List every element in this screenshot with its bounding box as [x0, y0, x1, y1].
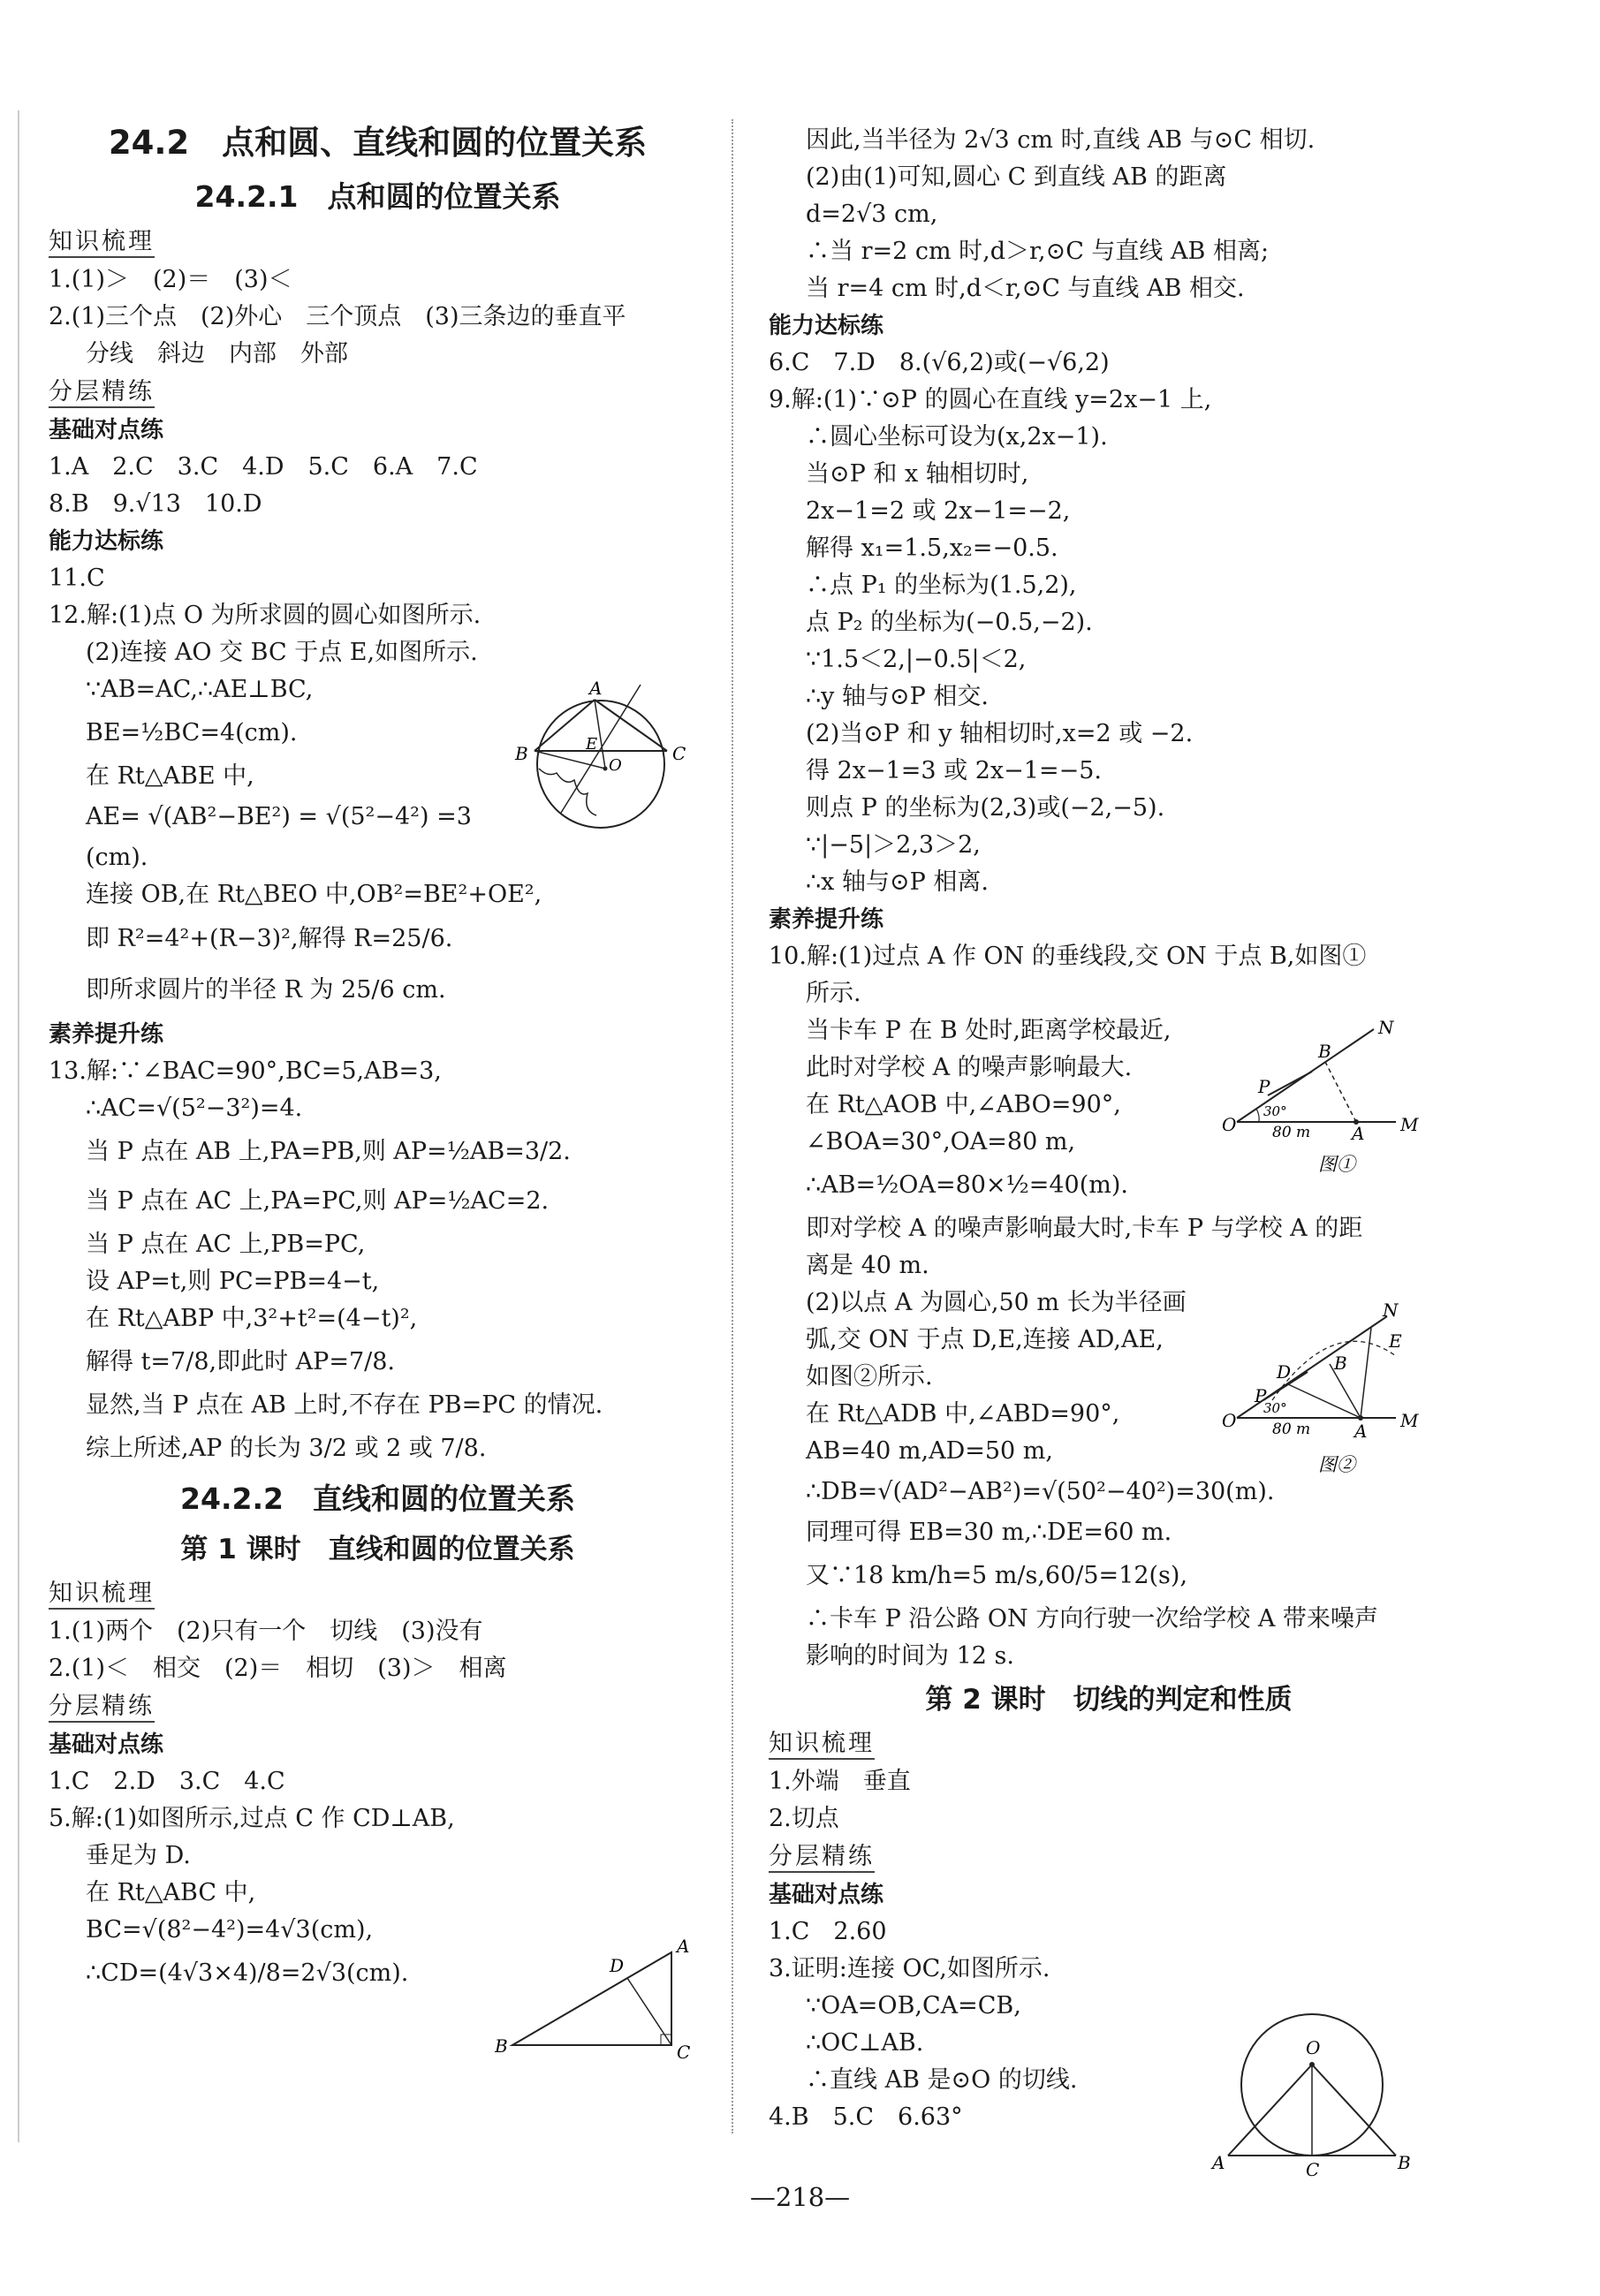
- label-c: C: [677, 2042, 691, 2063]
- section-title: 24.2 点和圆、直线和圆的位置关系: [108, 124, 648, 162]
- solution-line: 解得 t=7/8,即此时 AP=7/8.: [86, 1348, 395, 1375]
- solution-line: 离是 40 m.: [806, 1252, 929, 1279]
- solution-line: 13.解:∵∠BAC=90°,BC=5,AB=3,: [49, 1057, 442, 1085]
- label-b: B: [1334, 1353, 1347, 1374]
- solution-line: ∴当 r=2 cm 时,d＞r,⊙C 与直线 AB 相离;: [806, 238, 1270, 265]
- solution-line: ∴AC=√(5²−3²)=4.: [86, 1095, 303, 1122]
- solution-line: ∴y 轴与⊙P 相交.: [806, 683, 989, 710]
- solution-line: 则点 P 的坐标为(2,3)或(−2,−5).: [806, 794, 1165, 822]
- solution-line: 在 Rt△AOB 中,∠ABO=90°,: [806, 1091, 1121, 1118]
- answer-line: 1.(1)＞ (2)＝ (3)＜: [49, 266, 292, 293]
- lesson-title: 第 2 课时 切线的判定和性质: [925, 1684, 1293, 1716]
- angle-label: 30°: [1263, 1400, 1287, 1416]
- solution-line: 当 P 点在 AC 上,PB=PC,: [86, 1231, 366, 1258]
- layers-tag: 分层精练: [49, 1687, 707, 1726]
- ability-heading: 能力达标练: [769, 313, 884, 339]
- solution-line: ∵OA=OB,CA=CB,: [806, 1992, 1021, 2019]
- label-p: P: [1255, 1385, 1267, 1406]
- label-o: O: [1222, 1114, 1237, 1135]
- solution-line: (2)当⊙P 和 y 轴相切时,x=2 或 −2.: [806, 720, 1194, 747]
- label-n: N: [1383, 1303, 1399, 1321]
- column-divider: [732, 119, 733, 2133]
- solution-line: 3.证明:连接 OC,如图所示.: [769, 1955, 1050, 1982]
- solution-line: 影响的时间为 12 s.: [806, 1642, 1014, 1670]
- label-o: O: [609, 756, 622, 775]
- basic-heading: 基础对点练: [769, 1882, 884, 1908]
- label-p: P: [1258, 1076, 1270, 1097]
- answer-line: 2.(1)三个点 (2)外心 三个顶点 (3)三条边的垂直平: [49, 303, 626, 330]
- solution-line: ∵|−5|＞2,3＞2,: [806, 831, 981, 859]
- label-e: E: [586, 735, 598, 754]
- solution-line: BE=½BC=4(cm).: [86, 719, 298, 746]
- label-m: M: [1400, 1410, 1419, 1431]
- label-b: B: [515, 743, 528, 764]
- solution-line: 在 Rt△ADB 中,∠ABD=90°,: [806, 1400, 1120, 1428]
- solution-line: 设 AP=t,则 PC=PB=4−t,: [86, 1268, 380, 1295]
- solution-line: ∵1.5＜2,|−0.5|＜2,: [806, 646, 1027, 673]
- figure-caption: 图②: [1318, 1454, 1355, 1475]
- subsection-title: 24.2.2 直线和圆的位置关系: [180, 1481, 575, 1516]
- tangent-circle-figure: [1210, 2010, 1414, 2178]
- solution-line: ∴CD=(4√3×4)/8=2√3(cm).: [86, 1959, 409, 1987]
- answer-line: 4.B 5.C 6.63°: [769, 2103, 963, 2131]
- solution-line: 此时对学校 A 的噪声影响最大.: [806, 1054, 1133, 1081]
- solution-line: 弧,交 ON 于点 D,E,连接 AD,AE,: [806, 1326, 1164, 1353]
- label-a: A: [589, 680, 603, 699]
- solution-line: ∴DB=√(AD²−AB²)=√(50²−40²)=30(m).: [806, 1478, 1275, 1505]
- solution-line: ∴点 P₁ 的坐标为(1.5,2),: [806, 572, 1077, 599]
- basic-heading: 基础对点练: [49, 417, 164, 443]
- solution-line: (2)以点 A 为圆心,50 m 长为半径画: [806, 1289, 1187, 1316]
- label-m: M: [1400, 1114, 1419, 1135]
- answer-line: 1.外端 垂直: [769, 1768, 911, 1795]
- circle-triangle-figure: [508, 680, 711, 857]
- label-a: A: [1212, 2152, 1225, 2173]
- label-o: O: [1306, 2037, 1321, 2058]
- solution-line: 在 Rt△ABP 中,3²+t²=(4−t)²,: [86, 1305, 418, 1332]
- solution-line: 5.解:(1)如图所示,过点 C 作 CD⊥AB,: [49, 1805, 455, 1832]
- page-number: —218—: [749, 2182, 851, 2212]
- subsection-title: 24.2.1 点和圆的位置关系: [194, 179, 561, 214]
- solution-line: 当 r=4 cm 时,d＜r,⊙C 与直线 AB 相交.: [806, 275, 1245, 302]
- label-e: E: [1389, 1330, 1402, 1352]
- basic-heading: 基础对点练: [49, 1731, 164, 1758]
- answer-line: 1.C 2.60: [769, 1918, 887, 1945]
- solution-line: 得 2x−1=3 或 2x−1=−5.: [806, 757, 1102, 784]
- solution-line: 同理可得 EB=30 m,∴DE=60 m.: [806, 1519, 1172, 1546]
- distance-label: 80 m: [1272, 1421, 1311, 1438]
- solution-line: 所示.: [806, 980, 861, 1007]
- solution-line: 在 Rt△ABC 中,: [86, 1879, 256, 1906]
- label-o: O: [1222, 1410, 1237, 1431]
- solution-line: 在 Rt△ABE 中,: [86, 762, 254, 790]
- answer-line: 6.C 7.D 8.(√6,2)或(−√6,2): [769, 349, 1110, 376]
- solution-line: d=2√3 cm,: [806, 201, 938, 228]
- solution-line: ∴AB=½OA=80×½=40(m).: [806, 1171, 1128, 1199]
- knowledge-tag: 知识梳理: [769, 1724, 1449, 1763]
- solution-line: 2x−1=2 或 2x−1=−2,: [806, 497, 1071, 525]
- solution-line: 当 P 点在 AB 上,PA=PB,则 AP=½AB=3/2.: [86, 1138, 571, 1165]
- answer-line: 8.B 9.√13 10.D: [49, 490, 262, 518]
- right-triangle-figure: [495, 1935, 698, 2067]
- solution-line: 9.解:(1)∵⊙P 的圆心在直线 y=2x−1 上,: [769, 386, 1212, 413]
- solution-line: 因此,当半径为 2√3 cm 时,直线 AB 与⊙C 相切.: [806, 126, 1316, 154]
- layers-tag: 分层精练: [769, 1838, 1449, 1876]
- solution-line: 如图②所示.: [806, 1363, 933, 1390]
- answer-line: 2.(1)＜ 相交 (2)＝ 相切 (3)＞ 相离: [49, 1655, 507, 1682]
- solution-line: 垂足为 D.: [86, 1842, 191, 1869]
- binding-edge: [18, 110, 19, 2142]
- solution-line: 连接 OB,在 Rt△BEO 中,OB²=BE²+OE²,: [86, 881, 542, 908]
- solution-line: 即对学校 A 的噪声影响最大时,卡车 P 与学校 A 的距: [806, 1215, 1363, 1242]
- solution-line: ∠BOA=30°,OA=80 m,: [806, 1128, 1076, 1156]
- solution-line: 10.解:(1)过点 A 作 ON 的垂线段,交 ON 于点 B,如图①: [769, 943, 1367, 970]
- label-b: B: [495, 2035, 508, 2057]
- answer-line: 1.A 2.C 3.C 4.D 5.C 6.A 7.C: [49, 453, 478, 481]
- road-figure-1: [1219, 1020, 1422, 1179]
- solution-line: ∴卡车 P 沿公路 ON 方向行驶一次给学校 A 带来噪声: [806, 1605, 1378, 1633]
- solution-line: 解得 x₁=1.5,x₂=−0.5.: [806, 534, 1058, 562]
- solution-line: 当卡车 P 在 B 处时,距离学校最近,: [806, 1017, 1172, 1044]
- solution-line: ∵AB=AC,∴AE⊥BC,: [86, 676, 314, 703]
- solution-line: 12.解:(1)点 O 为所求圆的圆心如图所示.: [49, 602, 482, 629]
- label-n: N: [1378, 1020, 1394, 1038]
- solution-line: 显然,当 P 点在 AB 上时,不存在 PB=PC 的情况.: [86, 1391, 603, 1419]
- solution-line: 当⊙P 和 x 轴相切时,: [806, 460, 1029, 488]
- solution-line: BC=√(8²−4²)=4√3(cm),: [86, 1916, 374, 1944]
- solution-line: ∴直线 AB 是⊙O 的切线.: [806, 2066, 1078, 2094]
- knowledge-tag: 知识梳理: [49, 1574, 707, 1613]
- answer-line: 2.切点: [769, 1805, 839, 1832]
- solution-line: 当 P 点在 AC 上,PA=PC,则 AP=½AC=2.: [86, 1187, 550, 1215]
- label-d: D: [610, 1955, 625, 1976]
- label-b: B: [1318, 1041, 1331, 1062]
- lesson-title: 第 1 课时 直线和圆的位置关系: [180, 1534, 575, 1565]
- label-a: A: [677, 1936, 690, 1957]
- label-c: C: [672, 743, 686, 764]
- solution-line: (cm).: [86, 844, 148, 871]
- solution-line: AB=40 m,AD=50 m,: [806, 1437, 1053, 1465]
- label-a: A: [1354, 1421, 1368, 1442]
- layers-tag: 分层精练: [49, 373, 707, 412]
- label-b: B: [1398, 2152, 1411, 2173]
- literacy-heading: 素养提升练: [49, 1021, 164, 1048]
- solution-line: 点 P₂ 的坐标为(−0.5,−2).: [806, 609, 1093, 636]
- solution-line: 综上所述,AP 的长为 3/2 或 2 或 7/8.: [86, 1435, 487, 1462]
- answer-line: 1.(1)两个 (2)只有一个 切线 (3)没有: [49, 1618, 483, 1645]
- answer-line: 1.C 2.D 3.C 4.C: [49, 1768, 285, 1795]
- literacy-heading: 素养提升练: [769, 906, 884, 933]
- solution-line: 即所求圆片的半径 R 为 25/6 cm.: [86, 976, 446, 1004]
- solution-line: ∴圆心坐标可设为(x,2x−1).: [806, 423, 1108, 451]
- solution-line: (2)连接 AO 交 BC 于点 E,如图所示.: [86, 639, 478, 666]
- road-figure-2: [1219, 1303, 1422, 1480]
- solution-line: (2)由(1)可知,圆心 C 到直线 AB 的距离: [806, 163, 1227, 191]
- solution-line: 又∵18 km/h=5 m/s,60/5=12(s),: [806, 1562, 1188, 1589]
- ability-heading: 能力达标练: [49, 528, 164, 555]
- distance-label: 80 m: [1272, 1124, 1311, 1141]
- label-d: D: [1277, 1361, 1292, 1383]
- solution-line: 即 R²=4²+(R−3)²,解得 R=25/6.: [86, 925, 453, 952]
- figure-caption: 图①: [1318, 1154, 1355, 1175]
- answer-line: 11.C: [49, 565, 105, 592]
- left-column: [49, 115, 707, 1998]
- label-a: A: [1352, 1123, 1365, 1144]
- label-c: C: [1306, 2159, 1320, 2178]
- knowledge-tag: 知识梳理: [49, 223, 707, 261]
- solution-line: ∴x 轴与⊙P 相离.: [806, 868, 989, 896]
- solution-line: ∴OC⊥AB.: [806, 2029, 924, 2057]
- answer-line: 分线 斜边 内部 外部: [86, 340, 348, 368]
- angle-label: 30°: [1263, 1103, 1287, 1119]
- solution-line: AE= √(AB²−BE²) = √(5²−4²) =3: [86, 803, 472, 830]
